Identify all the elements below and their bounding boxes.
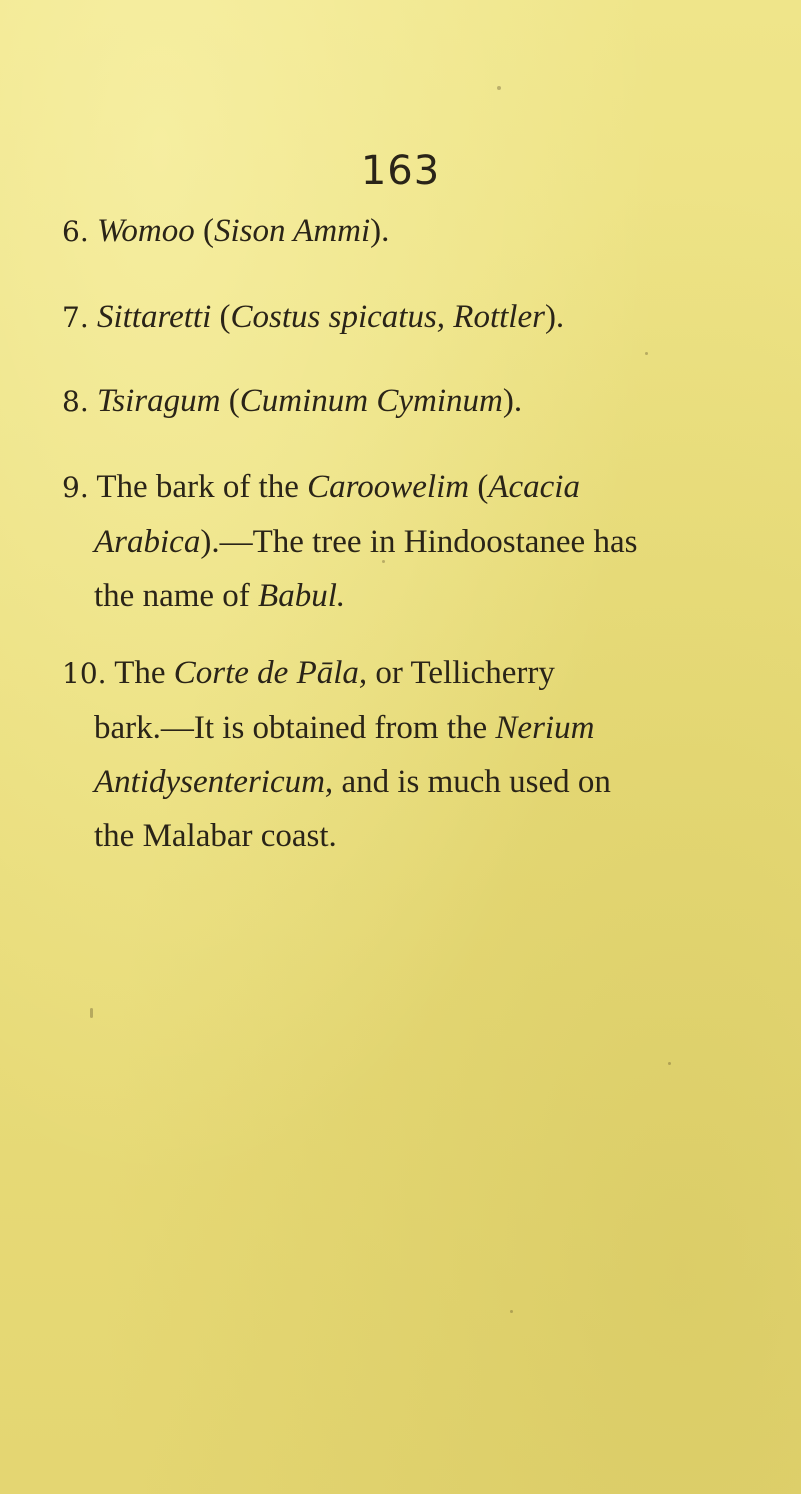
entry-line bbox=[62, 204, 742, 259]
entry-text-italic: Acacia bbox=[488, 469, 580, 505]
entry-text-italic: Babul. bbox=[258, 578, 346, 614]
entry-text-italic: Corte de Pāla, bbox=[173, 655, 368, 691]
entry-line bbox=[62, 515, 742, 569]
entry-line bbox=[62, 569, 742, 623]
entry-line bbox=[62, 290, 742, 345]
entry-text-italic: Caroowelim bbox=[307, 469, 470, 505]
entry-8 bbox=[62, 374, 742, 429]
paper-speck bbox=[645, 352, 648, 355]
page-number: 163 bbox=[360, 148, 441, 194]
entry-text: the Malabar coast. bbox=[94, 818, 337, 854]
entry-text: ( bbox=[194, 213, 215, 249]
entry-text-italic: Sittaretti bbox=[96, 299, 212, 335]
entry-line bbox=[62, 809, 742, 863]
entry-line bbox=[62, 460, 742, 515]
entry-text: ). bbox=[370, 213, 390, 249]
entry-text: ). bbox=[502, 383, 523, 419]
entry-text: The bbox=[114, 655, 174, 691]
entry-text: bark.—It is obtained from the bbox=[94, 710, 496, 746]
entry-line bbox=[62, 374, 742, 429]
entry-10 bbox=[62, 646, 742, 863]
entry-7 bbox=[62, 290, 742, 345]
entry-text: The bark of the bbox=[96, 469, 308, 505]
entry-text-italic: Nerium bbox=[495, 710, 595, 746]
entry-text-italic: Womoo bbox=[96, 213, 195, 249]
paper-speck bbox=[668, 1062, 671, 1065]
entry-text: ).—The tree in Hindoostanee has bbox=[200, 524, 638, 560]
paper-speck bbox=[90, 1008, 93, 1018]
entry-text: ). bbox=[544, 299, 565, 335]
entry-text-italic: Cuminum Cyminum bbox=[239, 383, 503, 419]
entry-6 bbox=[62, 204, 742, 259]
entry-text-italic: Sison Ammi bbox=[214, 213, 371, 249]
entry-text-italic: Arabica bbox=[94, 524, 201, 560]
entry-number: 8. bbox=[62, 385, 89, 418]
entry-line bbox=[62, 755, 742, 809]
entry-text: ( bbox=[469, 469, 489, 505]
entry-number: 6. bbox=[62, 215, 89, 248]
entry-text: ( bbox=[211, 299, 231, 335]
entry-text-italic: Costus spicatus, Rottler bbox=[230, 299, 545, 335]
paper-speck bbox=[497, 86, 501, 90]
entry-9 bbox=[62, 460, 742, 623]
entry-text: and is much used on bbox=[333, 764, 611, 800]
entry-line bbox=[62, 701, 742, 755]
entry-line bbox=[62, 646, 742, 701]
entry-text: the name of bbox=[94, 578, 259, 614]
paper-speck bbox=[382, 560, 385, 563]
paper-speck bbox=[510, 1310, 513, 1313]
entry-text: ( bbox=[220, 383, 240, 419]
entry-text: or Tellicherry bbox=[367, 655, 555, 691]
entry-number: 7. bbox=[62, 301, 89, 334]
entry-number: 9. bbox=[62, 471, 89, 504]
entry-text-italic: Antidysentericum, bbox=[94, 764, 334, 800]
entry-text-italic: Tsiragum bbox=[96, 383, 221, 419]
entry-number: 10. bbox=[62, 657, 107, 690]
